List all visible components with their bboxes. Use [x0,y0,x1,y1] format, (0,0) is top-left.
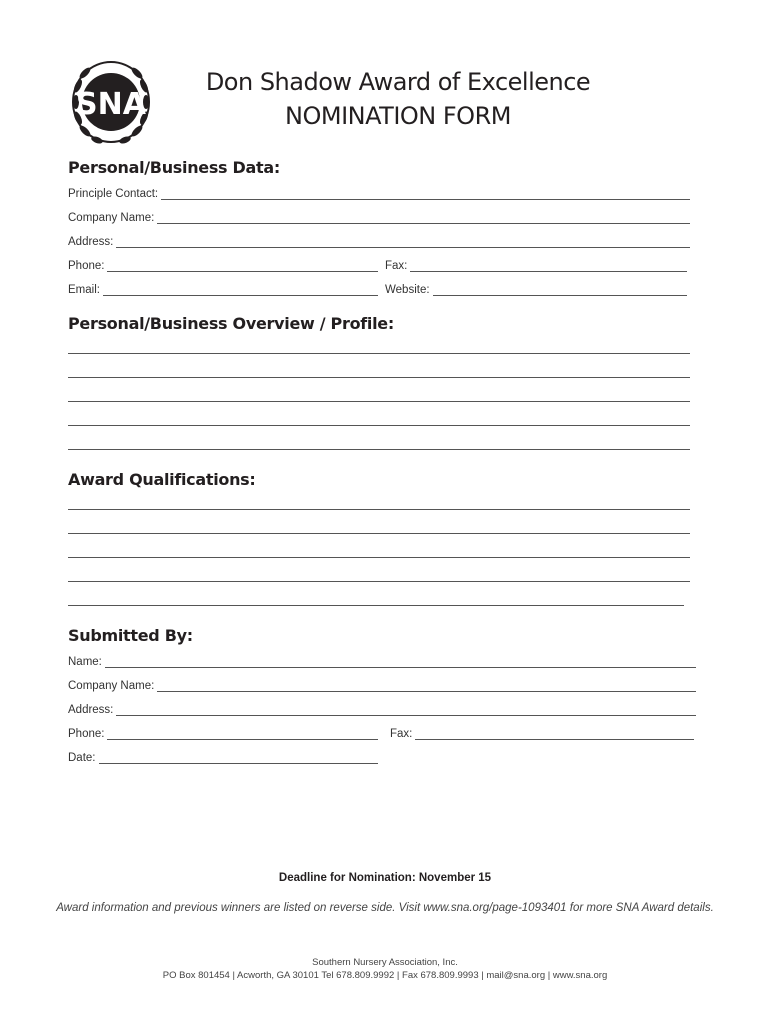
overview-line[interactable] [68,353,690,354]
submitter-name-line[interactable] [105,655,696,668]
footer-org: Southern Nursery Association, Inc. [312,957,458,968]
website-label: Website: [385,284,430,296]
submitter-date-label: Date: [68,752,96,764]
overview-line[interactable] [68,449,690,450]
address-field[interactable] [68,232,690,248]
qualifications-line[interactable] [68,533,690,534]
submitter-name-field[interactable] [68,652,696,668]
award-info-text: Award information and previous winners are listed on reverse side. Visit www.sna.org/page-1093401 for more SNA Award details. [56,902,714,914]
qualifications-line[interactable] [68,557,690,558]
company-name-line[interactable] [157,211,690,224]
principle-contact-field[interactable] [68,184,690,200]
form-subtitle: NOMINATION FORM [285,102,511,130]
submitter-company-label: Company Name: [68,680,155,692]
email-label: Email: [68,284,100,296]
overview-line[interactable] [68,377,690,378]
submitter-phone-field[interactable] [68,724,378,740]
qualifications-line[interactable] [68,509,690,510]
submitter-fax-field[interactable] [390,724,694,740]
address-line[interactable] [116,235,690,248]
submitter-address-line[interactable] [116,703,696,716]
phone-field[interactable] [68,256,378,272]
svg-text:SNA: SNA [76,87,146,122]
principle-contact-line[interactable] [161,187,690,200]
email-field[interactable] [68,280,378,296]
email-line[interactable] [103,283,378,296]
submitter-address-field[interactable] [68,700,696,716]
fax-field[interactable] [385,256,687,272]
qualifications-line[interactable] [68,605,684,606]
phone-line[interactable] [107,259,378,272]
submitted-by-heading: Submitted By: [68,626,193,645]
phone-label: Phone: [68,260,105,272]
submitter-company-line[interactable] [157,679,696,692]
fax-label: Fax: [385,260,408,272]
qualifications-heading: Award Qualifications: [68,470,256,489]
submitter-phone-label: Phone: [68,728,105,740]
principle-contact-label: Principle Contact: [68,188,159,200]
website-line[interactable] [433,283,687,296]
company-name-field[interactable] [68,208,690,224]
company-name-label: Company Name: [68,212,155,224]
overview-line[interactable] [68,401,690,402]
deadline-text: Deadline for Nomination: November 15 [278,872,492,884]
submitter-fax-label: Fax: [390,728,413,740]
fax-line[interactable] [410,259,687,272]
submitter-phone-line[interactable] [107,727,378,740]
website-field[interactable] [385,280,687,296]
form-title: Don Shadow Award of Excellence [205,68,591,96]
personal-data-heading: Personal/Business Data: [68,158,280,177]
overview-line[interactable] [68,425,690,426]
submitter-company-field[interactable] [68,676,696,692]
submitter-name-label: Name: [68,656,102,668]
footer-contact: PO Box 801454 | Acworth, GA 30101 Tel 678.809.9992 | Fax 678.809.9993 | mail@sna.org | www.sna.org [162,970,608,981]
overview-heading: Personal/Business Overview / Profile: [68,314,394,333]
submitter-fax-line[interactable] [415,727,694,740]
address-label: Address: [68,236,114,248]
submitter-date-line[interactable] [99,751,379,764]
submitter-date-field[interactable] [68,748,378,764]
sna-logo [66,56,156,148]
qualifications-line[interactable] [68,581,690,582]
submitter-address-label: Address: [68,704,114,716]
laurel-wreath-icon [66,56,156,148]
